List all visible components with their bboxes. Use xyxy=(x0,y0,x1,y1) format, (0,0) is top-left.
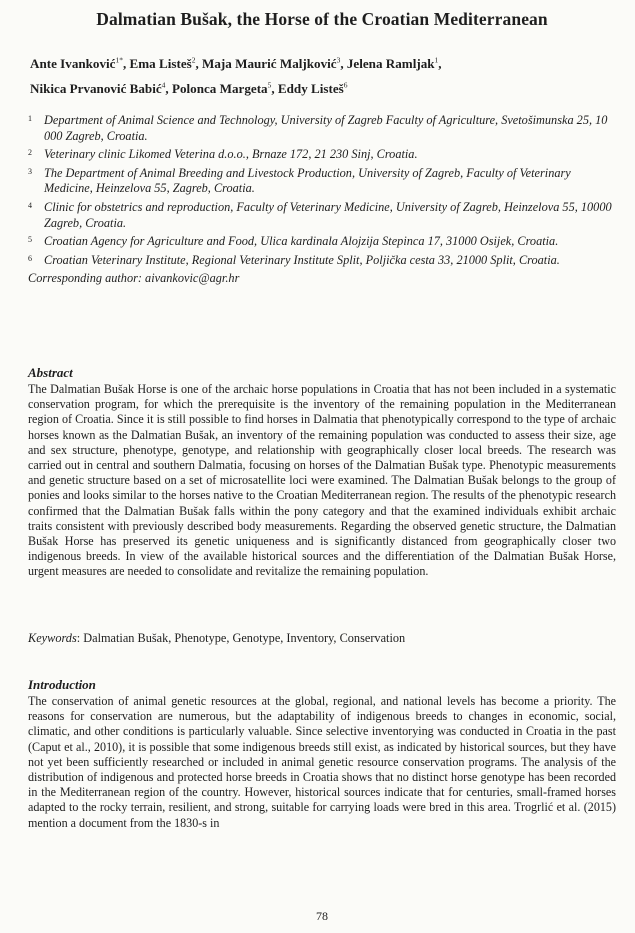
author-list xyxy=(30,50,610,99)
affiliation-mark: 5 xyxy=(267,80,272,90)
affiliation-mark: 4 xyxy=(161,80,166,90)
affiliation-number: 2 xyxy=(28,148,32,158)
author: Jelena Ramljak$^1$, xyxy=(346,56,442,72)
keywords-line xyxy=(28,631,405,646)
affiliation-item: 1 Department of Animal Science and Technology, University of Zagreb Faculty of Agriculture, Svetošimunska 25, 10 000 Zagreb, Croatia. xyxy=(28,113,608,143)
author-line-1 xyxy=(30,50,610,74)
affiliation-item: 3 The Department of Animal Breeding and Livestock Production, University of Zagreb, Faculty of Veterinary Medicine, Heinzelova 55, Zagreb, Croatia. xyxy=(28,165,571,196)
affiliation-number: 6 xyxy=(28,253,32,263)
affiliation-mark: 1* xyxy=(115,56,123,65)
abstract-heading: Abstract xyxy=(28,365,73,380)
page-number: 78 xyxy=(316,909,328,923)
author-line-2 xyxy=(30,74,610,98)
affiliation-number: 3 xyxy=(28,166,32,176)
affiliation-number: 5 xyxy=(28,235,32,245)
affiliation-mark: 2 xyxy=(191,56,196,65)
affiliation-number: 1 xyxy=(28,114,32,123)
affiliation-item: 4 Clinic for obstetrics and reproduction, Faculty of Veterinary Medicine, University of Zagreb, Heinzelova 55, 10000 Zagreb, Croatia. xyxy=(28,199,612,230)
affiliation-item: 5 Croatian Agency for Agriculture and Food, Ulica kardinala Alojzija Stepinca 17, 31000 Osijek, Croatia. xyxy=(28,234,559,249)
affiliation-mark: 3 xyxy=(336,56,341,65)
author: Eddy Listeš$^6$ xyxy=(277,80,348,96)
author: Ante Ivanković$^{1*}$, xyxy=(30,56,130,72)
affiliation-number: 4 xyxy=(28,200,32,210)
author: Nikica Prvanović Babić$^4$, xyxy=(30,80,172,96)
introduction-heading: Introduction xyxy=(28,677,96,692)
keywords-text: : Dalmatian Bušak, Phenotype, Genotype, Inventory, Conservation xyxy=(76,631,406,645)
affiliation-mark: 6 xyxy=(343,80,348,90)
affiliation-item: 6 Croatian Veterinary Institute, Regional Veterinary Institute Split, Poljička cesta 33, 21000 Split, Croatia. xyxy=(28,252,560,267)
keywords-label: Keywords xyxy=(28,631,77,645)
affiliation-mark: 1 xyxy=(434,56,439,65)
affiliation-item: 2 Veterinary clinic Likomed Veterina d.o.o., Brnaze 172, 21 230 Sinj, Croatia. xyxy=(28,147,418,162)
corresponding-author: Corresponding author: aivankovic@agr.hr xyxy=(28,271,240,286)
paper-title: Dalmatian Bušak, the Horse of the Croatian Mediterranean xyxy=(96,9,548,29)
introduction-text: The conservation of animal genetic resources at the global, regional, and national levels has become a priority. The reasons for conservation are numerous, but the adaptability of indigenous breeds to changes in economic, social, climatic, and other conditions is particularly valuable. Since selective inventorying was conducted in Croatia in the past (Caput et al., 2010), it is possible that some indigenous breeds still exist, as indicated by historical sources, but they have not yet been sufficiently researched or included in animal genetic resource conservation programs. The analysis of the distribution of indigenous and protected horse breeds in Croatia shows that no distinct horse genotype has been recorded in the Mediterranean region of the country. However, historical sources indicate that for centuries, small-framed horses adapted to the rocky terrain, resilient, and strong, suitable for carrying loads were bred in this area. Trogrlić et al. (2015) mention a document from the 1830-s in xyxy=(28,694,616,830)
author: Ema Listeš$^2$, xyxy=(129,56,203,72)
author: Maja Maurić Maljković$^3$, xyxy=(202,56,347,72)
abstract-text: The Dalmatian Bušak Horse is one of the archaic horse populations in Croatia that has not been included in a systematic conservation program, for which the prerequisite is the inventory of the remaining population in the Mediterranean region of Croatia. Since it is still possible to find horses in Dalmatia that phenotypically correspond to the type of archaic horses known as the Dalmatian Bušak, an inventory of the remaining population was conducted to assess their size, age and sex structure, phenotype, genotype, and relationship with geographically closer local breeds. The research was carried out in central and southern Dalmatia, focusing on horses of the Dalmatian Bušak type. Phenotypic measurements and genetic structure based on a set of microsatellite loci were examined. The Dalmatian Bušak belongs to the group of ponies and looks similar to the horses native to the Croatian Mediterranean region. The results of the phenotypic research confirmed that the Dalmatian Bušak falls within the pony category and that the examined individuals exhibit archaic traits consistent with previously described body measurements. Regarding the observed genetic structure, the Dalmatian Bušak Horse has preserved its genetic uniqueness and is significantly distanced from geographically closer two indigenous breeds. In view of the available historical sources and the differentiation of the Dalmatian Bušak Horse, urgent measures are needed to consolidate and revitalize the remaining population. xyxy=(28,382,616,579)
affiliation-list xyxy=(28,113,614,286)
author: Polonca Margeta$^5$, xyxy=(171,80,278,96)
